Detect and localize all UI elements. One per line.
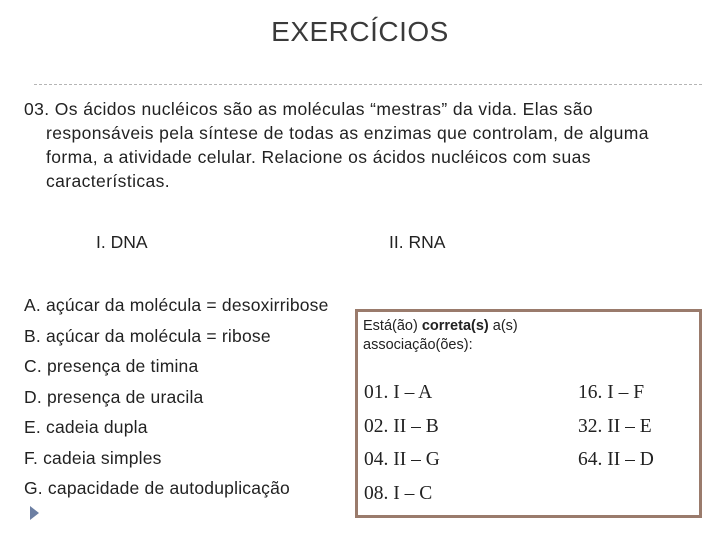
question-line: forma, a atividade celular. Relacione os ácidos nucléicos com suas [46, 147, 591, 167]
answer-box [355, 309, 702, 518]
answer-02: 02. II – B [364, 416, 439, 437]
answer-64: 64. II – D [578, 449, 654, 470]
triangle-bullet-icon [30, 506, 39, 520]
column-label-rna: II. RNA [389, 232, 446, 252]
answer-01: 01. I – A [364, 382, 433, 403]
answer-box-header [363, 317, 683, 355]
header-line2: associação(ões): [363, 337, 473, 353]
answer-04: 04. II – G [364, 449, 440, 470]
option-item: B. açúcar da molécula = ribose [24, 325, 271, 346]
page-title: EXERCÍCIOS [271, 16, 449, 47]
option-item: E. cadeia dupla [24, 417, 148, 437]
option-item: F. cadeia simples [24, 447, 162, 468]
answer-08: 08. I – C [364, 483, 433, 504]
header-prefix: Está(ão) [363, 318, 422, 334]
question-line: características. [46, 171, 171, 191]
question-text [24, 97, 714, 193]
title-divider [34, 84, 702, 85]
question-line: responsáveis pela síntese de todas as enzimas que controlam, de alguma [46, 123, 649, 143]
answer-32: 32. II – E [578, 416, 652, 437]
option-item: G. capacidade de autoduplicação [24, 478, 290, 498]
header-bold: correta(s) [421, 318, 489, 334]
option-item: A. açúcar da molécula = desoxirribose [24, 295, 329, 315]
option-item: C. presença de timina [24, 356, 199, 376]
option-item: D. presença de uracila [24, 386, 204, 407]
header-suffix: a(s) [488, 318, 518, 334]
column-label-dna: I. DNA [96, 232, 148, 252]
question-line: 03. Os ácidos nucléicos são as moléculas “mestras” da vida. Elas são [24, 99, 593, 119]
answer-16: 16. I – F [578, 382, 645, 403]
options-list [24, 290, 329, 504]
